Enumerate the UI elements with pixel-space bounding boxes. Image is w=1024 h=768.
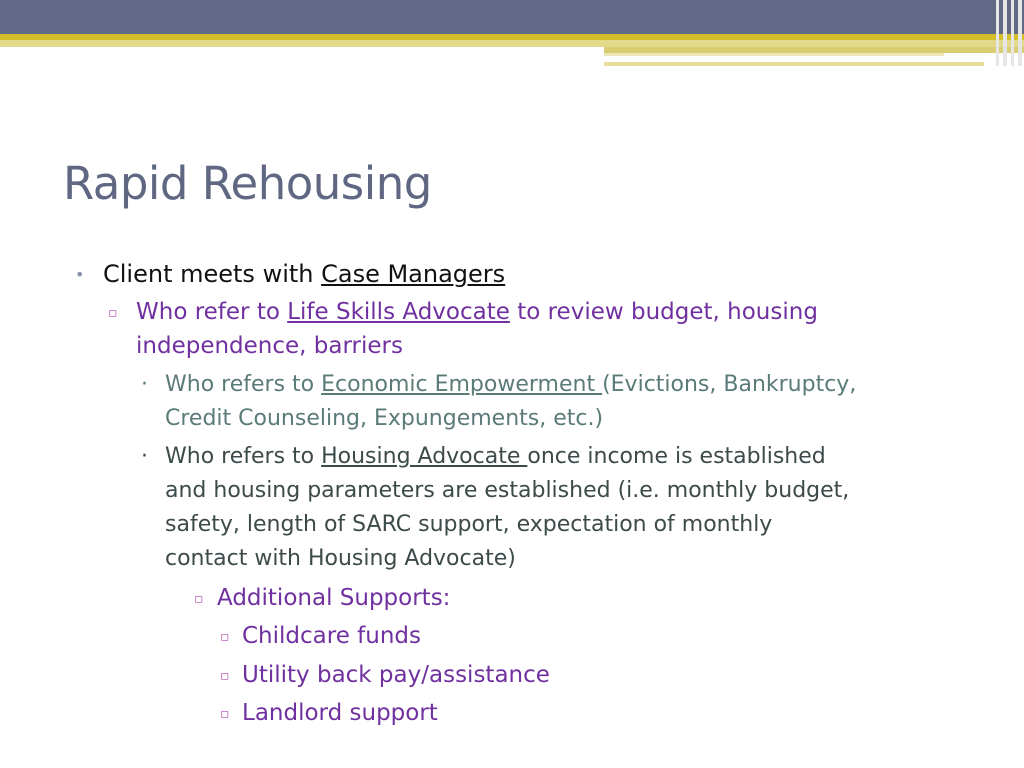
bullet-marker: · (141, 372, 148, 397)
bullet-text: safety, length of SARC support, expectation of monthly (165, 512, 773, 537)
economic-empowerment-link[interactable]: Economic Empowerment (321, 372, 603, 397)
header-band (0, 0, 1024, 34)
slide-title: Rapid Rehousing (63, 157, 432, 210)
bullet-marker: ▫ (220, 706, 230, 722)
header-right-bars (994, 0, 1024, 66)
life-skills-advocate-link[interactable]: Life Skills Advocate (287, 299, 510, 325)
bullet-marker: ▫ (108, 305, 118, 321)
bullet-marker: · (141, 444, 148, 469)
bullet-text: independence, barriers (136, 333, 403, 359)
bullet-text: Childcare funds (242, 623, 422, 649)
bullet-text: once income is established (527, 444, 826, 469)
bullet-marker: ▫ (220, 629, 230, 645)
header-stripe (604, 53, 944, 56)
bullet-text: Client meets with (103, 260, 322, 288)
bullet-marker: • (75, 265, 85, 284)
bullet-text: Additional Supports: (217, 585, 451, 611)
bullet-marker: ▫ (220, 668, 230, 684)
bullet-marker: ▫ (194, 591, 204, 607)
bullet-text: to review budget, housing (509, 299, 818, 325)
bullet-text: contact with Housing Advocate) (165, 546, 516, 571)
bullet-text: Who refers to (165, 372, 322, 397)
bullet-text: and housing parameters are established (i.e. monthly budget, (165, 478, 850, 503)
bullet-text: Who refer to (136, 299, 288, 325)
bullet-text: Who refers to (165, 444, 322, 469)
header-stripe (604, 62, 984, 66)
header-stripe (0, 40, 1024, 47)
bullet-text: (Evictions, Bankruptcy, (602, 372, 857, 397)
bullet-text: Landlord support (242, 700, 438, 726)
housing-advocate-link[interactable]: Housing Advocate (321, 444, 528, 469)
bullet-text: Credit Counseling, Expungements, etc.) (165, 406, 604, 431)
case-managers-link[interactable]: Case Managers (321, 260, 506, 288)
bullet-text: Utility back pay/assistance (242, 662, 550, 688)
